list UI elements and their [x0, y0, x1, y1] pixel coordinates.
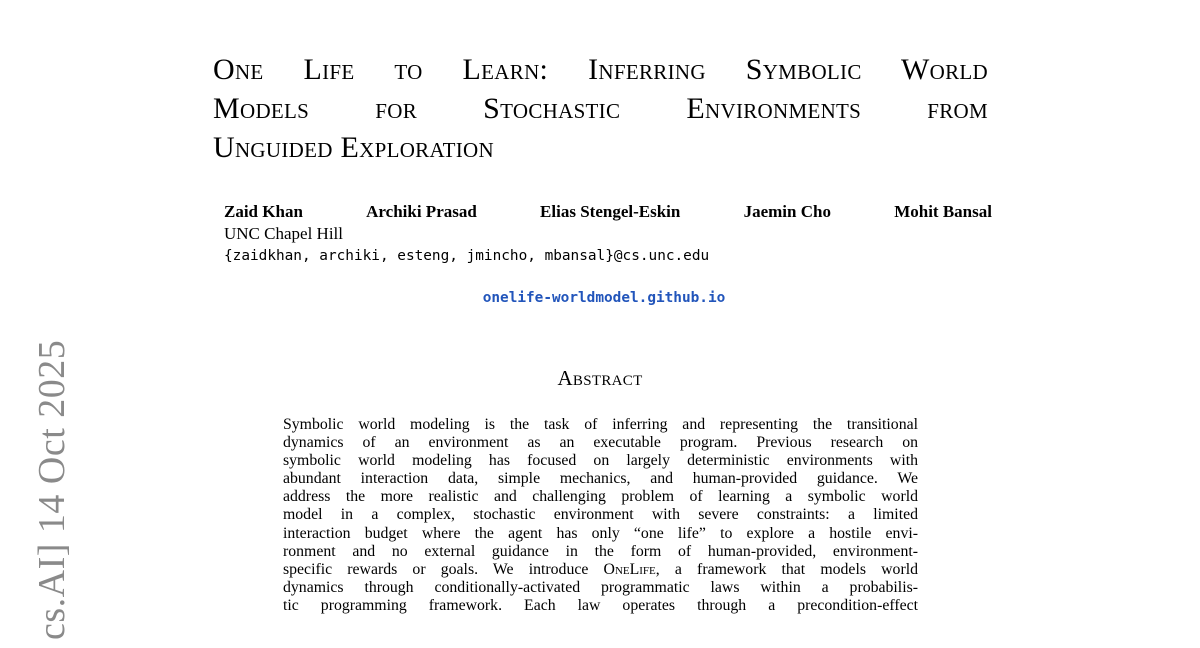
- affiliation: UNC Chapel Hill: [224, 224, 343, 243]
- abstract-line: tic programming framework. Each law operates through a precondition-effect: [283, 596, 918, 614]
- abstract-heading: Abstract: [557, 366, 643, 390]
- paper-title: [213, 50, 988, 167]
- title-line-2: Models for Stochastic Environments from: [213, 92, 988, 125]
- author-name: Zaid Khan: [224, 202, 303, 221]
- abstract-line: address the more realistic and challenging problem of learning a symbolic world: [283, 488, 918, 506]
- author-name: Archiki Prasad: [366, 202, 477, 221]
- abstract-line-segment: , a framework that models world: [655, 560, 918, 578]
- abstract-line: [283, 561, 918, 579]
- title-line-1: One Life to Learn: Inferring Symbolic World: [213, 53, 988, 86]
- abstract-line-segment: specific rewards or goals. We introduce: [283, 560, 604, 578]
- abstract-line: interaction budget where the agent has only “one life” to explore a hostile envi-: [283, 524, 918, 542]
- framework-name: OneLife: [603, 560, 656, 578]
- author-emails: {zaidkhan, archiki, esteng, jmincho, mbansal}@cs.unc.edu: [224, 248, 710, 264]
- abstract-line: abundant interaction data, simple mechanics, and human-provided guidance. We: [283, 470, 918, 488]
- abstract-line: dynamics through conditionally-activated programmatic laws within a probabilis-: [283, 578, 918, 596]
- abstract-line: dynamics of an environment as an executable program. Previous research on: [283, 434, 918, 452]
- author-name: Mohit Bansal: [894, 202, 992, 221]
- author-name: Jaemin Cho: [743, 202, 831, 221]
- author-name: Elias Stengel-Eskin: [540, 202, 681, 221]
- title-line-3: Unguided Exploration: [213, 131, 494, 164]
- abstract-line: symbolic world modeling has focused on largely deterministic environments with: [283, 452, 918, 470]
- abstract-text: [283, 416, 918, 615]
- arxiv-identifier-stamp: cs.AI] 14 Oct 2025: [31, 339, 73, 640]
- abstract-line: Symbolic world modeling is the task of inferring and representing the transitional: [283, 416, 918, 433]
- project-link[interactable]: onelife-worldmodel.github.io: [482, 290, 726, 306]
- abstract-line: model in a complex, stochastic environment with severe constraints: a limited: [283, 506, 918, 524]
- abstract-line: ronment and no external guidance in the form of human-provided, environment-: [283, 542, 918, 560]
- author-list: [224, 202, 992, 222]
